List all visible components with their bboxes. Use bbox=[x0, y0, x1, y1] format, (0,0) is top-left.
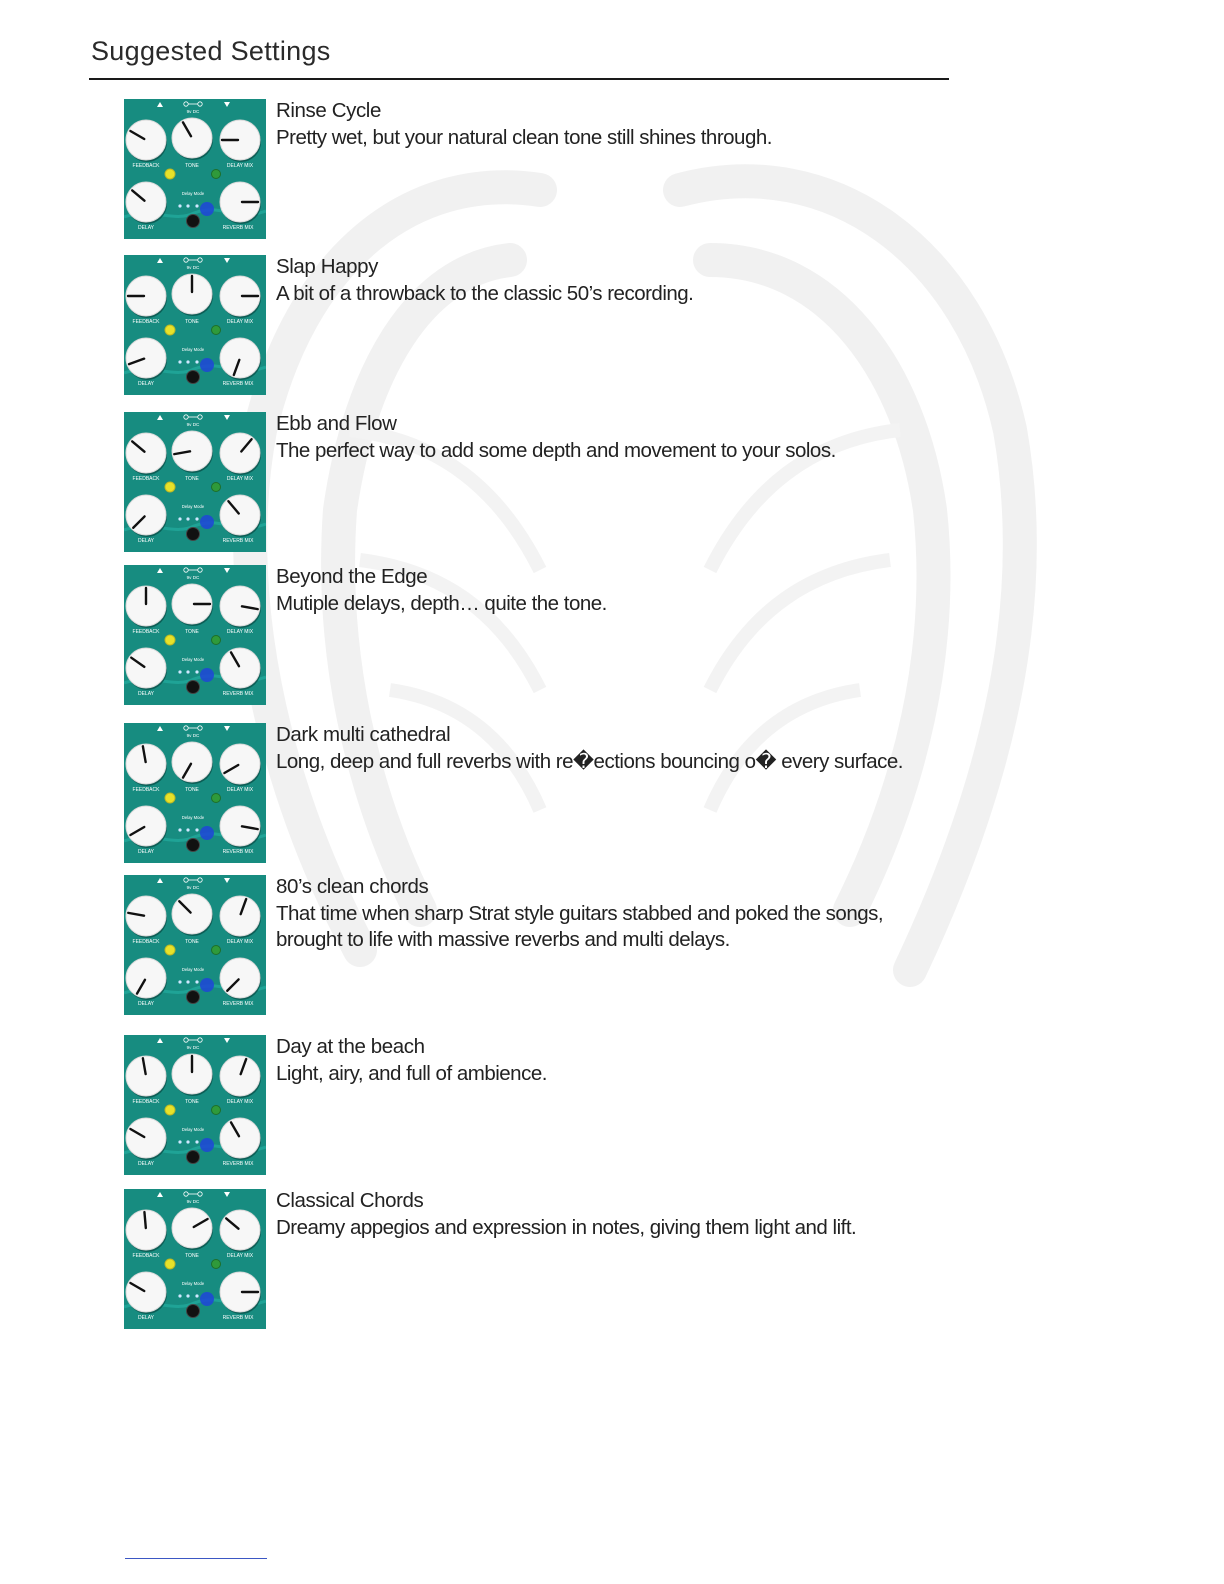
delay-label: DELAY bbox=[137, 225, 155, 231]
mode-indicator-dot bbox=[186, 360, 189, 363]
delay-mode-label: Delay Mode bbox=[181, 815, 205, 820]
delay-mode-led bbox=[200, 358, 214, 372]
delay-mix-label: DELAY MIX bbox=[226, 787, 254, 793]
mode-indicator-dot bbox=[178, 980, 181, 983]
reverb-mix-label: REVERB MIX bbox=[222, 1161, 254, 1167]
power-label: 9v DC bbox=[186, 575, 200, 580]
setting-name: 80’s clean chords bbox=[276, 875, 429, 898]
delay-mode-label: Delay Mode bbox=[181, 1281, 205, 1286]
feedback-knob bbox=[126, 896, 166, 936]
setting-description: That time when sharp Strat style guitars stabbed and poked the songs, brought to life with massive reverbs and multi delays. bbox=[276, 902, 884, 951]
delay-mode-led bbox=[200, 668, 214, 682]
feedback-label: FEEDBACK bbox=[132, 319, 160, 325]
delay-mix-label: DELAY MIX bbox=[226, 476, 254, 482]
power-label: 9v DC bbox=[186, 1045, 200, 1050]
setting-row bbox=[0, 565, 1224, 705]
delay-knob bbox=[126, 338, 166, 378]
yellow-led bbox=[165, 635, 175, 645]
feedback-label: FEEDBACK bbox=[132, 939, 160, 945]
delay-mix-label: DELAY MIX bbox=[226, 319, 254, 325]
tone-knob bbox=[172, 1208, 212, 1248]
delay-mode-label: Delay Mode bbox=[181, 191, 205, 196]
green-led bbox=[212, 170, 221, 179]
delay-mode-label: Delay Mode bbox=[181, 657, 205, 662]
green-led bbox=[212, 1106, 221, 1115]
mode-indicator-dot bbox=[178, 517, 181, 520]
setting-name: Slap Happy bbox=[276, 255, 378, 278]
mode-indicator-dot bbox=[186, 828, 189, 831]
delay-mode-label: Delay Mode bbox=[181, 347, 205, 352]
mode-indicator-dot bbox=[195, 360, 198, 363]
reverb-mix-label: REVERB MIX bbox=[222, 225, 254, 231]
mode-indicator-dot bbox=[195, 1294, 198, 1297]
tone-knob bbox=[172, 118, 212, 158]
tone-label: TONE bbox=[185, 1253, 199, 1259]
mode-indicator-dot bbox=[195, 517, 198, 520]
delay-label: DELAY bbox=[137, 849, 155, 855]
setting-description: Long, deep and full reverbs with re�ections bouncing o� every surface. bbox=[276, 750, 903, 773]
setting-row bbox=[0, 875, 1224, 1015]
tone-label: TONE bbox=[185, 629, 199, 635]
mode-indicator-dot bbox=[186, 1294, 189, 1297]
delay-knob bbox=[126, 495, 166, 535]
footswitch bbox=[187, 991, 200, 1004]
yellow-led bbox=[165, 325, 175, 335]
reverb-mix-knob bbox=[220, 338, 260, 378]
yellow-led bbox=[165, 793, 175, 803]
tone-label: TONE bbox=[185, 319, 199, 325]
delay-knob bbox=[126, 1272, 166, 1312]
mode-indicator-dot bbox=[195, 980, 198, 983]
footswitch bbox=[187, 681, 200, 694]
delay-label: DELAY bbox=[137, 1001, 155, 1007]
mode-indicator-dot bbox=[186, 204, 189, 207]
feedback-label: FEEDBACK bbox=[132, 1099, 160, 1105]
delay-mix-label: DELAY MIX bbox=[226, 163, 254, 169]
tone-knob bbox=[172, 742, 212, 782]
setting-description: Dreamy appegios and expression in notes, giving them light and lift. bbox=[276, 1216, 857, 1239]
setting-description: Mutiple delays, depth… quite the tone. bbox=[276, 592, 607, 615]
green-led bbox=[212, 636, 221, 645]
delay-mode-led bbox=[200, 1138, 214, 1152]
mode-indicator-dot bbox=[195, 670, 198, 673]
feedback-knob bbox=[126, 1210, 166, 1250]
footswitch bbox=[187, 1151, 200, 1164]
delay-mix-knob bbox=[220, 586, 260, 626]
power-label: 9v DC bbox=[186, 265, 200, 270]
pedal-image bbox=[124, 723, 266, 863]
setting-name: Beyond the Edge bbox=[276, 565, 428, 588]
feedback-label: FEEDBACK bbox=[132, 476, 160, 482]
feedback-knob bbox=[126, 1056, 166, 1096]
delay-knob bbox=[126, 1118, 166, 1158]
setting-name: Ebb and Flow bbox=[276, 412, 397, 435]
delay-knob bbox=[126, 806, 166, 846]
mode-indicator-dot bbox=[195, 204, 198, 207]
pedal-image bbox=[124, 99, 266, 239]
yellow-led bbox=[165, 945, 175, 955]
mode-indicator-dot bbox=[195, 1140, 198, 1143]
pedal-image bbox=[124, 412, 266, 552]
delay-mode-led bbox=[200, 826, 214, 840]
tone-knob bbox=[172, 431, 212, 471]
tone-label: TONE bbox=[185, 939, 199, 945]
pedal-image bbox=[124, 1189, 266, 1329]
mode-indicator-dot bbox=[195, 828, 198, 831]
reverb-mix-label: REVERB MIX bbox=[222, 849, 254, 855]
setting-row bbox=[0, 723, 1224, 863]
setting-description: A bit of a throwback to the classic 50’s recording. bbox=[276, 282, 694, 305]
reverb-mix-knob bbox=[220, 958, 260, 998]
setting-row bbox=[0, 99, 1224, 239]
setting-description: The perfect way to add some depth and movement to your solos. bbox=[276, 439, 836, 462]
delay-mode-led bbox=[200, 202, 214, 216]
feedback-knob bbox=[126, 433, 166, 473]
delay-mode-label: Delay Mode bbox=[181, 1127, 205, 1132]
setting-name: Dark multi cathedral bbox=[276, 723, 451, 746]
feedback-label: FEEDBACK bbox=[132, 1253, 160, 1259]
delay-mode-led bbox=[200, 1292, 214, 1306]
delay-label: DELAY bbox=[137, 1161, 155, 1167]
pedal-image bbox=[124, 255, 266, 395]
feedback-label: FEEDBACK bbox=[132, 629, 160, 635]
pedal-image bbox=[124, 875, 266, 1015]
green-led bbox=[212, 794, 221, 803]
page-title: Suggested Settings bbox=[91, 36, 331, 66]
reverb-mix-knob bbox=[220, 1118, 260, 1158]
yellow-led bbox=[165, 1259, 175, 1269]
delay-mix-knob bbox=[220, 1210, 260, 1250]
setting-row bbox=[0, 1189, 1224, 1329]
tone-label: TONE bbox=[185, 1099, 199, 1105]
green-led bbox=[212, 946, 221, 955]
footswitch bbox=[187, 371, 200, 384]
reverb-mix-label: REVERB MIX bbox=[222, 381, 254, 387]
mode-indicator-dot bbox=[186, 980, 189, 983]
mode-indicator-dot bbox=[178, 1294, 181, 1297]
tone-knob bbox=[172, 894, 212, 934]
pedal-graphic bbox=[124, 723, 266, 863]
pedal-graphic bbox=[124, 412, 266, 552]
tone-label: TONE bbox=[185, 163, 199, 169]
power-label: 9v DC bbox=[186, 109, 200, 114]
pedal-image bbox=[124, 1035, 266, 1175]
delay-mix-knob bbox=[220, 744, 260, 784]
delay-mix-label: DELAY MIX bbox=[226, 629, 254, 635]
delay-mix-label: DELAY MIX bbox=[226, 1099, 254, 1105]
mode-indicator-dot bbox=[186, 1140, 189, 1143]
setting-description: Pretty wet, but your natural clean tone still shines through. bbox=[276, 126, 772, 149]
setting-name: Rinse Cycle bbox=[276, 99, 381, 122]
green-led bbox=[212, 326, 221, 335]
feedback-label: FEEDBACK bbox=[132, 163, 160, 169]
setting-row bbox=[0, 1035, 1224, 1175]
reverb-mix-label: REVERB MIX bbox=[222, 1315, 254, 1321]
pedal-graphic bbox=[124, 565, 266, 705]
mode-indicator-dot bbox=[186, 670, 189, 673]
green-led bbox=[212, 1260, 221, 1269]
delay-mode-label: Delay Mode bbox=[181, 504, 205, 509]
pedal-graphic bbox=[124, 255, 266, 395]
footswitch bbox=[187, 1305, 200, 1318]
title-divider bbox=[89, 78, 949, 80]
reverb-mix-knob bbox=[220, 495, 260, 535]
delay-label: DELAY bbox=[137, 1315, 155, 1321]
setting-row bbox=[0, 412, 1224, 552]
mode-indicator-dot bbox=[178, 828, 181, 831]
delay-mix-label: DELAY MIX bbox=[226, 1253, 254, 1259]
tone-label: TONE bbox=[185, 476, 199, 482]
reverb-mix-label: REVERB MIX bbox=[222, 538, 254, 544]
pedal-graphic bbox=[124, 1189, 266, 1329]
delay-knob bbox=[126, 958, 166, 998]
setting-row bbox=[0, 255, 1224, 395]
pedal-graphic bbox=[124, 875, 266, 1015]
mode-indicator-dot bbox=[178, 670, 181, 673]
yellow-led bbox=[165, 1105, 175, 1115]
feedback-knob bbox=[126, 744, 166, 784]
yellow-led bbox=[165, 169, 175, 179]
pedal-graphic bbox=[124, 1035, 266, 1175]
footer-divider bbox=[125, 1558, 267, 1559]
feedback-label: FEEDBACK bbox=[132, 787, 160, 793]
delay-label: DELAY bbox=[137, 538, 155, 544]
mode-indicator-dot bbox=[178, 1140, 181, 1143]
mode-indicator-dot bbox=[178, 360, 181, 363]
delay-mix-label: DELAY MIX bbox=[226, 939, 254, 945]
delay-knob bbox=[126, 182, 166, 222]
setting-name: Day at the beach bbox=[276, 1035, 425, 1058]
delay-mix-knob bbox=[220, 896, 260, 936]
delay-knob bbox=[126, 648, 166, 688]
pedal-image bbox=[124, 565, 266, 705]
delay-mode-led bbox=[200, 515, 214, 529]
power-label: 9v DC bbox=[186, 422, 200, 427]
mode-indicator-dot bbox=[178, 204, 181, 207]
reverb-mix-knob bbox=[220, 648, 260, 688]
setting-description: Light, airy, and full of ambience. bbox=[276, 1062, 547, 1085]
power-label: 9v DC bbox=[186, 1199, 200, 1204]
delay-mode-led bbox=[200, 978, 214, 992]
mode-indicator-dot bbox=[186, 517, 189, 520]
setting-name: Classical Chords bbox=[276, 1189, 424, 1212]
delay-mix-knob bbox=[220, 1056, 260, 1096]
pedal-graphic bbox=[124, 99, 266, 239]
footswitch bbox=[187, 528, 200, 541]
delay-label: DELAY bbox=[137, 691, 155, 697]
footswitch bbox=[187, 215, 200, 228]
power-label: 9v DC bbox=[186, 885, 200, 890]
feedback-knob bbox=[126, 120, 166, 160]
delay-mix-knob bbox=[220, 433, 260, 473]
delay-mode-label: Delay Mode bbox=[181, 967, 205, 972]
reverb-mix-label: REVERB MIX bbox=[222, 691, 254, 697]
footswitch bbox=[187, 839, 200, 852]
yellow-led bbox=[165, 482, 175, 492]
green-led bbox=[212, 483, 221, 492]
power-label: 9v DC bbox=[186, 733, 200, 738]
reverb-mix-knob bbox=[220, 806, 260, 846]
tone-label: TONE bbox=[185, 787, 199, 793]
reverb-mix-label: REVERB MIX bbox=[222, 1001, 254, 1007]
feedback-knob-pointer bbox=[144, 1212, 145, 1228]
delay-label: DELAY bbox=[137, 381, 155, 387]
